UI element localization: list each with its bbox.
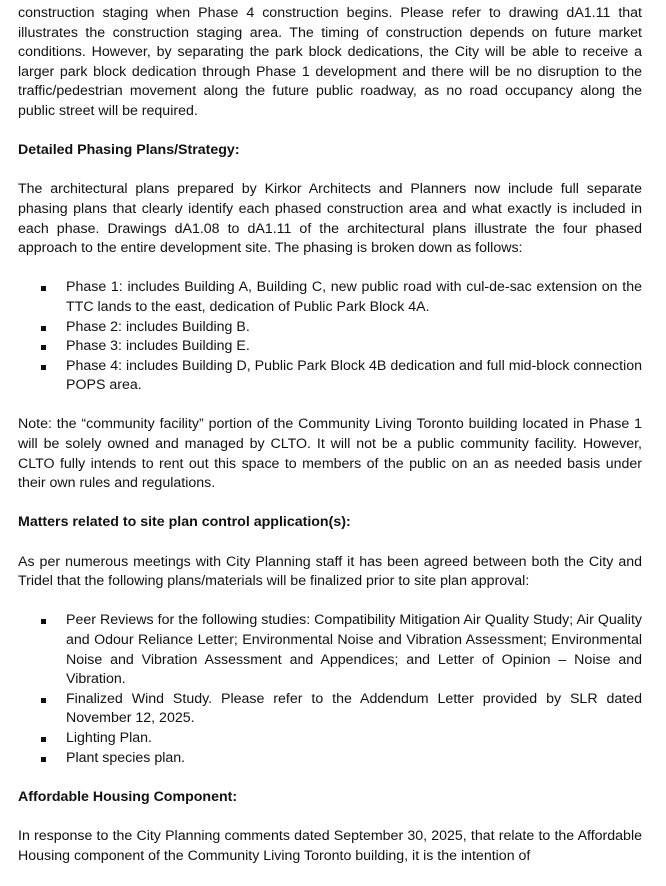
heading-affordable-housing: Affordable Housing Component: (18, 788, 238, 805)
site-plan-text: Finalized Wind Study. Please refer to the Addendum Letter provided by SLR dated November 12, 2025. (66, 690, 642, 727)
document-page (18, 4, 642, 886)
site-plan-text: Plant species plan. (66, 749, 186, 766)
phase-list (18, 278, 642, 396)
site-plan-list-item (18, 690, 642, 729)
bullet-icon (41, 619, 46, 624)
phase-text: Phase 2: includes Building B. (66, 318, 250, 335)
bullet-icon (41, 757, 46, 762)
bullet-icon (41, 286, 46, 291)
paragraph-construction-staging: construction staging when Phase 4 construction begins. Please refer to drawing dA1.11 that illustrates the construction staging area. The timing of construction depends on future market conditions. However, by separating the park block dedications, the City will be able to receive a larger park block dedication through Phase 1 development and there will be no disruption to the traffic/pedestrian movement along the future public roadway, as no road occupancy along the public street will be required. (18, 5, 642, 119)
phase-text: Phase 1: includes Building A, Building C, new public road with cul-de-sac extension on the TTC lands to the east, dedication of Public Park Block 4A. (66, 279, 642, 315)
paragraph-affordable-housing: In response to the City Planning comments dated September 30, 2025, that relate to the Affordable Housing component of the Community Living Toronto building, it is the intention of (18, 827, 642, 864)
paragraph-phasing-intro: The architectural plans prepared by Kirkor Architects and Planners now include full separate phasing plans that clearly identify each phased construction area and what exactly is included in each phase. Drawings dA1.08 to dA1.11 of the architectural plans illustrate the four phased approach to the entire development site. The phasing is broken down as follows: (18, 181, 642, 257)
phase-list-item (18, 318, 642, 338)
site-plan-text: Lighting Plan. (66, 729, 152, 746)
site-plan-text: Peer Reviews for the following studies: Compatibility Mitigation Air Quality Study; Air Quality and Odour Reliance Letter; Environmental Noise and Vibration Assessment; Environmental Noise and Vibration Assessment and Appendices; and Letter of Opinion – Noise and Vibration. (66, 612, 642, 688)
phase-list-item (18, 337, 642, 357)
bullet-icon (41, 365, 46, 370)
site-plan-list-item (18, 729, 642, 749)
heading-phasing-strategy: Detailed Phasing Plans/Strategy: (18, 142, 240, 159)
site-plan-list-item (18, 749, 642, 769)
paragraph-site-plan-intro: As per numerous meetings with City Planning staff it has been agreed between both the City and Tridel that the following plans/materials will be finalized prior to site plan approval: (18, 553, 642, 590)
bullet-icon (41, 737, 46, 742)
phase-text: Phase 3: includes Building E. (66, 338, 250, 355)
paragraph-community-facility-note: Note: the “community facility” portion of the Community Living Toronto building located in Phase 1 will be solely owned and managed by CLTO. It will not be a public community facility. However, CLTO fully intends to rent out this space to members of the public on an as needed basis under their own rules and regulations. (18, 416, 642, 492)
bullet-icon (41, 345, 46, 350)
phase-text: Phase 4: includes Building D, Public Park Block 4B dedication and full mid-block connection POPS area. (66, 357, 642, 394)
bullet-icon (41, 326, 46, 331)
heading-site-plan-control: Matters related to site plan control application(s): (18, 514, 351, 531)
site-plan-list (18, 611, 642, 768)
phase-list-item (18, 357, 642, 396)
bullet-icon (41, 698, 46, 703)
phase-list-item (18, 278, 642, 317)
site-plan-list-item (18, 611, 642, 689)
